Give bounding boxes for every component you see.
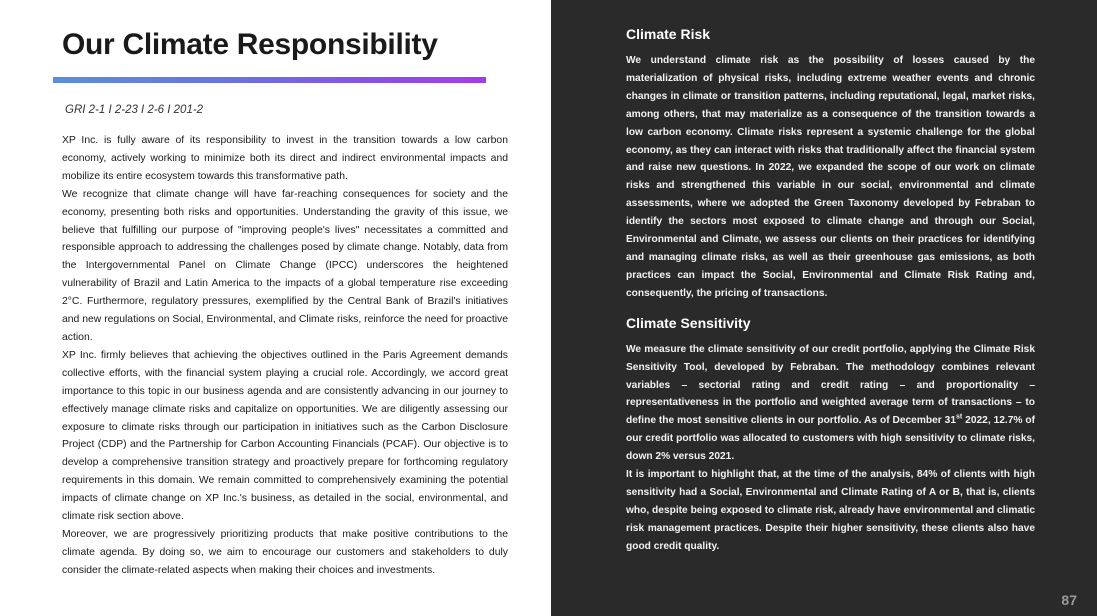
right-panel bbox=[551, 0, 1097, 616]
sensitivity-text-part-b: 2022, 12.7% of our credit portfolio was allocated to customers with high sensitivity to climate risks, down 2% versus 2021. bbox=[626, 415, 1035, 463]
gri-reference: GRI 2-1 I 2-23 I 2-6 I 201-2 bbox=[65, 104, 204, 116]
paragraph-commitment: XP Inc. is fully aware of its responsibility to invest in the transition towards a low carbon economy, actively working to minimize both its direct and indirect environmental impacts and mobilize its entire ecosystem towards this transformative path. bbox=[62, 135, 508, 182]
left-body-text bbox=[62, 132, 508, 580]
climate-sensitivity-body-2: It is important to highlight that, at the time of the analysis, 84% of clients with high sensitivity had a Social, Environmental and Climate Rating of A or B, that is, clients who, despite being exposed to climate risk, already have environmental and climatic risk management practices. Despite their higher sensitivity, these clients also have good credit quality. bbox=[626, 469, 1035, 552]
page-number: 87 bbox=[1061, 592, 1077, 608]
climate-risk-body: We understand climate risk as the possibility of losses caused by the materialization of physical risks, including extreme weather events and chronic changes in climate or transition patterns, including reputational, legal, market risks, among others, that may materialize as a consequence of the transition towards a low carbon economy. Climate risks represent a systemic challenge for the global economy, as they can interact with risks that traditionally affect the financial system and raise new questions. In 2022, we expanded the scope of our work on climate risks and strengthened this variable in our social, environmental and climate assessments, where we adopted the Green Taxonomy developed by Febraban to identify the sectors most exposed to climate change and through our Social, Environmental and Climate, we assess our clients on their practices for identifying and managing climate risks, as well as their greenhouse gas emissions, as both practices can impact the Social, Environmental and Climate Risk Rating and, consequently, the pricing of transactions. bbox=[626, 55, 1035, 299]
climate-sensitivity-body-1 bbox=[626, 341, 1035, 466]
paragraph-products: Moreover, we are progressively prioritizing products that make positive contributions to the climate agenda. By doing so, we aim to encourage our customers and stakeholders to duly consider the climate-related aspects when making their choices and investments. bbox=[62, 528, 508, 576]
paragraph-climate-change: We recognize that climate change will have far-reaching consequences for society and the economy, presenting both risks and opportunities. Understanding the gravity of this issue, we believe that fulfilling our purpose of "improving people's lives" necessitates a committed and responsible approach to addressing the challenges posed by climate change. Notably, data from the Intergovernmental Panel on Climate Change (IPCC) underscores the heightened vulnerability of Brazil and Latin America to the impacts of a global temperature rise exceeding 2°C. Furthermore, regulatory pressures, exemplified by the Central Bank of Brazil's initiatives and new regulations on Social, Environmental, and Climate risks, reinforce the need for proactive action. bbox=[62, 188, 508, 343]
title-gradient-divider bbox=[53, 77, 486, 83]
ordinal-suffix: st bbox=[956, 413, 963, 421]
right-content bbox=[626, 24, 1035, 556]
climate-sensitivity-heading: Climate Sensitivity bbox=[626, 314, 751, 331]
paragraph-paris-agreement: XP Inc. firmly believes that achieving the objectives outlined in the Paris Agreement demands collective efforts, with the financial system playing a crucial role. Accordingly, we accord great importance to this topic in our business agenda and are consistently advancing in our journey to effectively manage climate risks and capitalize on opportunities. We are diligently assessing our exposure to climate risks through our participation in initiatives such as the Carbon Disclosure Project (CDP) and the Partnership for Carbon Accounting Financials (PCAF). Our objective is to develop a comprehensive transition strategy and proactively prepare for forthcoming regulatory requirements in this domain. We remain committed to comprehensively examining the potential impacts of climate change on XP Inc.'s business, as detailed in the social, environmental, and climate risk section above. bbox=[62, 349, 508, 523]
sensitivity-text-part-a: We measure the climate sensitivity of our credit portfolio, applying the Climate Risk Sensitivity Tool, developed by Febraban. The methodology combines relevant variables – sectorial rating and credit rating – and proportionality – representativeness in the portfolio and weighted average term of transactions – to define the most sensitive clients in our portfolio. As of December 31 bbox=[626, 343, 1035, 427]
climate-risk-heading: Climate Risk bbox=[626, 26, 711, 42]
page-title: Our Climate Responsibility bbox=[62, 28, 438, 61]
